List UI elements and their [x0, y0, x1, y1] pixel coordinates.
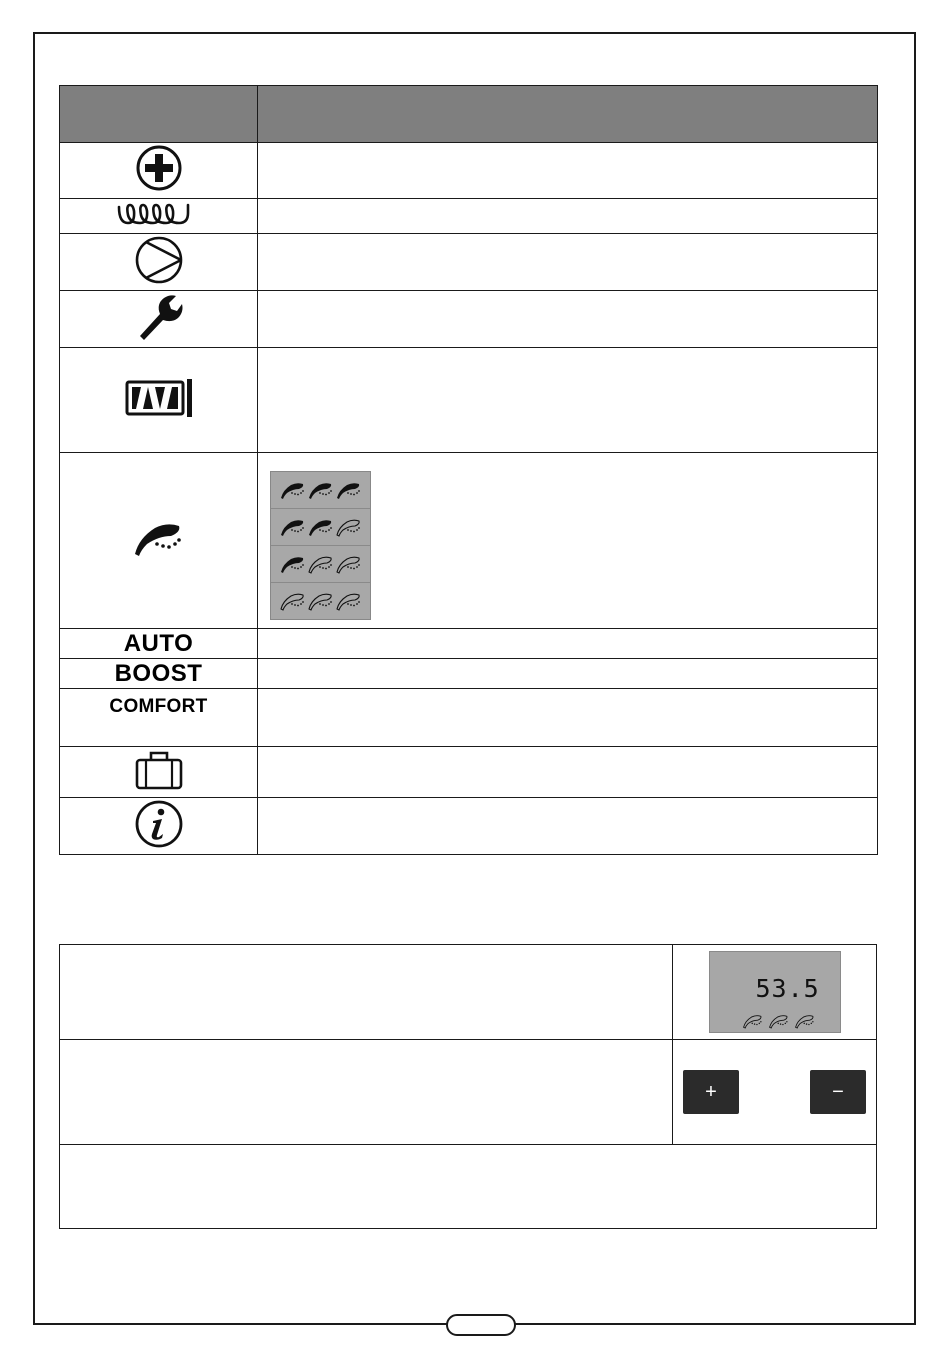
- legend-row-comfort: [60, 689, 878, 747]
- shower-level-3: [271, 472, 370, 509]
- shower-head-outline-icon: [279, 591, 307, 611]
- comfort-label: COMFORT: [109, 696, 208, 717]
- settings-display-cell: [673, 945, 877, 1040]
- shower-head-icon: [131, 545, 187, 562]
- settings-row-buttons: [60, 1040, 877, 1145]
- legend-row-holiday: [60, 747, 878, 798]
- plus-button[interactable]: +: [683, 1070, 739, 1114]
- plus-circle-icon: [135, 179, 183, 196]
- legend-header-symbol: [60, 86, 258, 143]
- settings-description: [60, 1040, 673, 1145]
- suitcase-icon: [134, 778, 184, 795]
- heating-coil-icon: [116, 214, 202, 231]
- settings-row-note: [60, 1145, 877, 1229]
- temperature-readout: 53.5: [755, 974, 820, 1003]
- shower-head-icon: [307, 517, 335, 537]
- shower-head-outline-icon: [307, 554, 335, 574]
- legend-header-row: [60, 86, 878, 143]
- shower-head-icon: [335, 480, 363, 500]
- shower-level-2: [271, 509, 370, 546]
- shower-level-indicator: [270, 471, 371, 620]
- shower-head-icon: [307, 480, 335, 500]
- shower-head-outline-icon: [768, 1013, 790, 1029]
- legend-row-maintenance: [60, 291, 878, 348]
- boost-label: BOOST: [114, 659, 203, 687]
- legend-row-auto: [60, 629, 878, 659]
- shower-head-outline-icon: [335, 554, 363, 574]
- shower-level-1: [271, 546, 370, 583]
- shower-head-icon: [279, 554, 307, 574]
- symbol-legend-table: [59, 85, 878, 855]
- legend-description: [258, 143, 878, 199]
- legend-row-shower: [60, 453, 878, 629]
- compressor-icon: [134, 272, 184, 289]
- auto-label: AUTO: [123, 629, 194, 657]
- shower-head-outline-icon: [794, 1013, 816, 1029]
- legend-row-tank-level: [60, 348, 878, 453]
- legend-row-boost: [60, 659, 878, 689]
- temperature-setting-table: [59, 944, 877, 1229]
- shower-head-outline-icon: [335, 517, 363, 537]
- legend-icon-cell: [60, 143, 258, 199]
- shower-head-outline-icon: [742, 1013, 764, 1029]
- lcd-display: [709, 951, 841, 1033]
- shower-head-outline-icon: [307, 591, 335, 611]
- shower-head-icon: [279, 480, 307, 500]
- settings-description: [60, 945, 673, 1040]
- wrench-icon: [134, 329, 184, 346]
- lcd-shower-indicator: [742, 1013, 817, 1034]
- legend-row-plus: [60, 143, 878, 199]
- shower-head-icon: [279, 517, 307, 537]
- shower-level-cell: [258, 453, 878, 629]
- tank-level-icon: [124, 406, 194, 423]
- settings-note: [60, 1145, 877, 1229]
- shower-level-0: [271, 583, 370, 619]
- minus-button[interactable]: −: [810, 1070, 866, 1114]
- legend-header-description: [258, 86, 878, 143]
- legend-row-info: [60, 798, 878, 855]
- info-icon: [134, 836, 184, 853]
- settings-row-display: [60, 945, 877, 1040]
- legend-row-coil: [60, 199, 878, 234]
- page-number-badge: [446, 1314, 516, 1336]
- settings-buttons-cell: [673, 1040, 877, 1145]
- shower-head-outline-icon: [335, 591, 363, 611]
- legend-row-compressor: [60, 234, 878, 291]
